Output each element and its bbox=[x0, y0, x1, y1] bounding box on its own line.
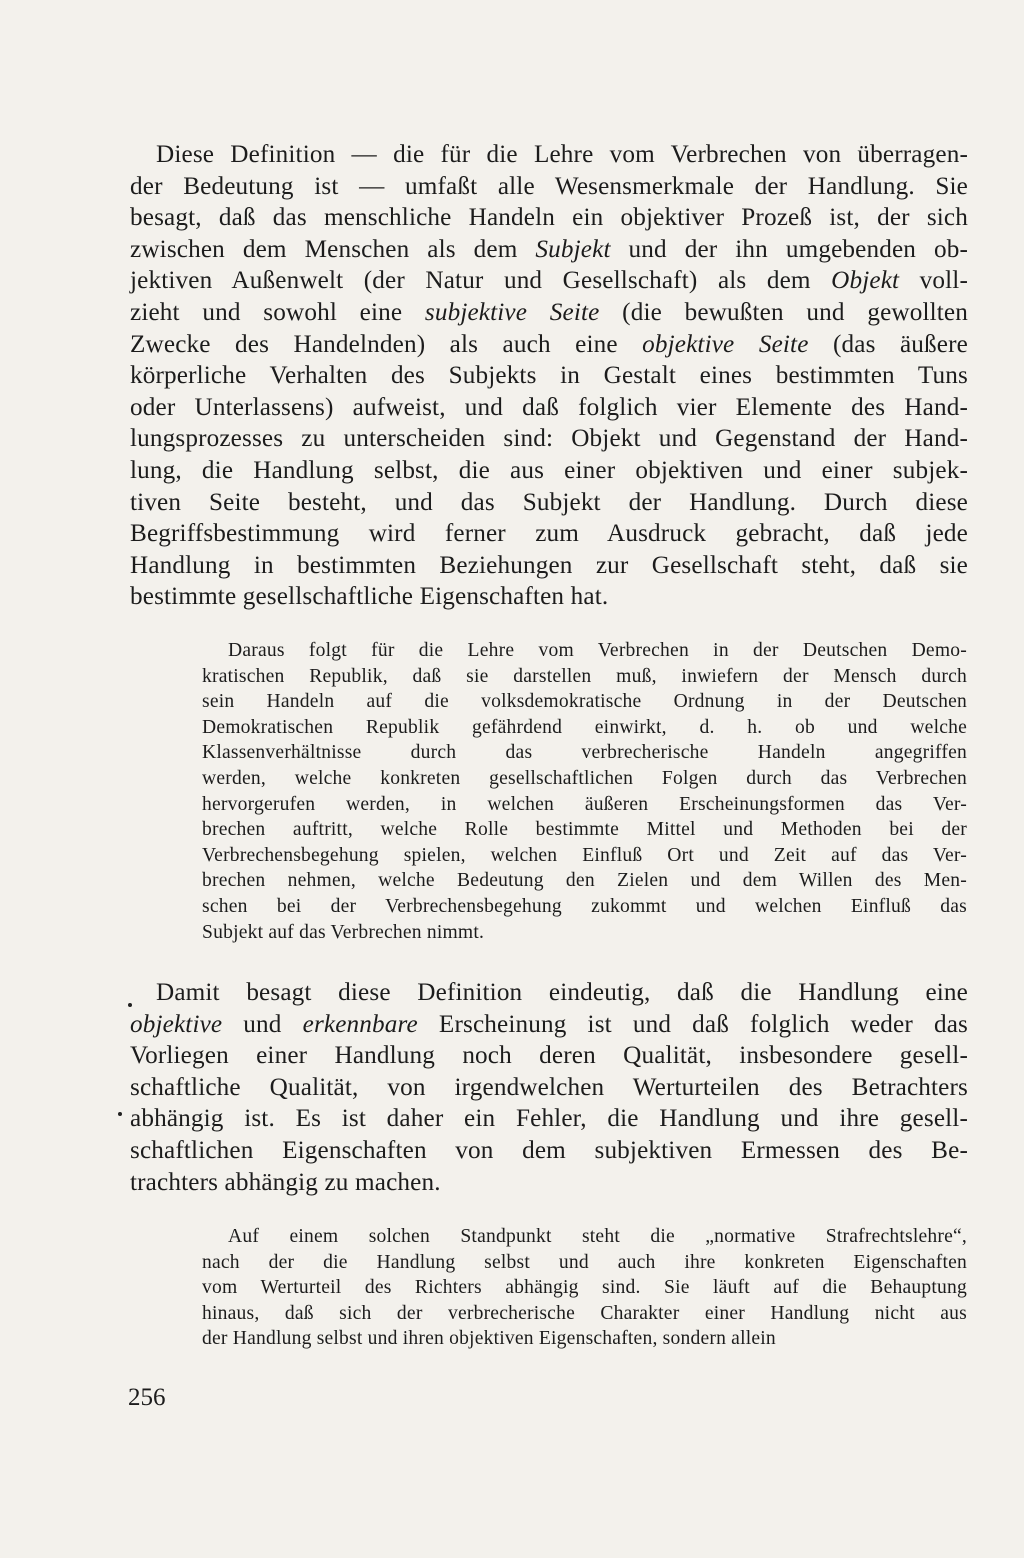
page-number: 256 bbox=[128, 1384, 166, 1411]
text-line: schaftlichen Eigenschaften von dem subjektiven Ermessen des Be- bbox=[130, 1136, 968, 1164]
text-line: sein Handeln auf die volksdemokratische Ordnung in der Deutschen bbox=[202, 691, 967, 713]
paragraph-definition bbox=[130, 139, 968, 613]
text-line: Demokratischen Republik gefährdend einwirkt, d. h. ob und welche bbox=[202, 716, 967, 738]
text-line: vom Werturteil des Richters abhängig sind. Sie läuft auf die Behauptung bbox=[202, 1277, 967, 1299]
note-paragraph-consequences bbox=[202, 638, 967, 945]
paragraph-objective-phenomenon bbox=[130, 977, 968, 1198]
text-line: abhängig ist. Es ist daher ein Fehler, die Handlung und ihre gesell- bbox=[130, 1105, 968, 1133]
text-line: hinaus, daß sich der verbrecherische Charakter einer Handlung nicht aus bbox=[202, 1302, 967, 1324]
text-line: Klassenverhältnisse durch das verbrecherische Handeln angegriffen bbox=[202, 742, 967, 764]
text-line: schaftliche Qualität, von irgendwelchen Werturteilen des Betrachters bbox=[130, 1073, 968, 1101]
text-line: bestimmte gesellschaftliche Eigenschaften hat. bbox=[130, 583, 609, 611]
text-line: körperliche Verhalten des Subjekts in Gestalt eines bestimmten Tuns bbox=[130, 362, 968, 390]
text-line: Diese Definition — die für die Lehre vom Verbrechen von überragen- bbox=[156, 141, 968, 168]
text-line: Subjekt auf das Verbrechen nimmt. bbox=[202, 921, 485, 943]
text-line: trachters abhängig zu machen. bbox=[130, 1168, 441, 1196]
text-line: schen bei der Verbrechensbegehung zukommt und welchen Einfluß das bbox=[202, 895, 967, 917]
text-line: lung, die Handlung selbst, die aus einer objektiven und einer subjek- bbox=[130, 456, 968, 484]
text-line: oder Unterlassens) aufweist, und daß folglich vier Elemente des Hand- bbox=[130, 393, 968, 421]
print-speck bbox=[118, 1112, 122, 1116]
text-line: brechen auftritt, welche Rolle bestimmte Mittel und Methoden bei der bbox=[202, 819, 967, 841]
text-line: tiven Seite besteht, und das Subjekt der Handlung. Durch diese bbox=[130, 488, 968, 516]
text-line: objektive und erkennbare Erscheinung ist und daß folglich weder das bbox=[130, 1010, 968, 1038]
text-line: jektiven Außenwelt (der Natur und Gesellschaft) als dem Objekt voll- bbox=[130, 267, 968, 295]
text-line: lungsprozesses zu unterscheiden sind: Objekt und Gegenstand der Hand- bbox=[130, 425, 968, 453]
text-line: zwischen dem Menschen als dem Subjekt und der ihn umgebenden ob- bbox=[130, 235, 968, 263]
text-line: Daraus folgt für die Lehre vom Verbrechen in der Deutschen Demo- bbox=[228, 640, 967, 661]
print-speck bbox=[128, 1003, 132, 1007]
text-line: der Bedeutung ist — umfaßt alle Wesensmerkmale der Handlung. Sie bbox=[130, 172, 968, 200]
text-line: Verbrechensbegehung spielen, welchen Einfluß Ort und Zeit auf das Ver- bbox=[202, 844, 967, 866]
text-line: der Handlung selbst und ihren objektiven Eigenschaften, sondern allein bbox=[202, 1328, 776, 1350]
text-line: Begriffsbestimmung wird ferner zum Ausdruck gebracht, daß jede bbox=[130, 520, 968, 548]
text-line: Auf einem solchen Standpunkt steht die „normative Strafrechtslehre“, bbox=[228, 1226, 967, 1247]
text-line: hervorgerufen werden, in welchen äußeren Erscheinungsformen das Ver- bbox=[202, 793, 967, 815]
text-line: nach der die Handlung selbst und auch ihre konkreten Eigenschaften bbox=[202, 1251, 967, 1273]
text-line: brechen nehmen, welche Bedeutung den Zielen und dem Willen des Men- bbox=[202, 870, 967, 892]
text-line: kratischen Republik, daß sie darstellen muß, inwiefern der Mensch durch bbox=[202, 665, 967, 687]
text-line: zieht und sowohl eine subjektive Seite (die bewußten und gewollten bbox=[130, 298, 968, 326]
note-paragraph-normative-theory bbox=[202, 1224, 967, 1352]
text-line: Handlung in bestimmten Beziehungen zur Gesellschaft steht, daß sie bbox=[130, 551, 968, 579]
text-line: Vorliegen einer Handlung noch deren Qualität, insbesondere gesell- bbox=[130, 1042, 968, 1070]
text-line: Zwecke des Handelnden) als auch eine objektive Seite (das äußere bbox=[130, 330, 968, 358]
text-line: besagt, daß das menschliche Handeln ein objektiver Prozeß ist, der sich bbox=[130, 204, 968, 232]
text-line: werden, welche konkreten gesellschaftlichen Folgen durch das Verbrechen bbox=[202, 767, 967, 789]
text-line: Damit besagt diese Definition eindeutig, daß die Handlung eine bbox=[156, 979, 968, 1006]
